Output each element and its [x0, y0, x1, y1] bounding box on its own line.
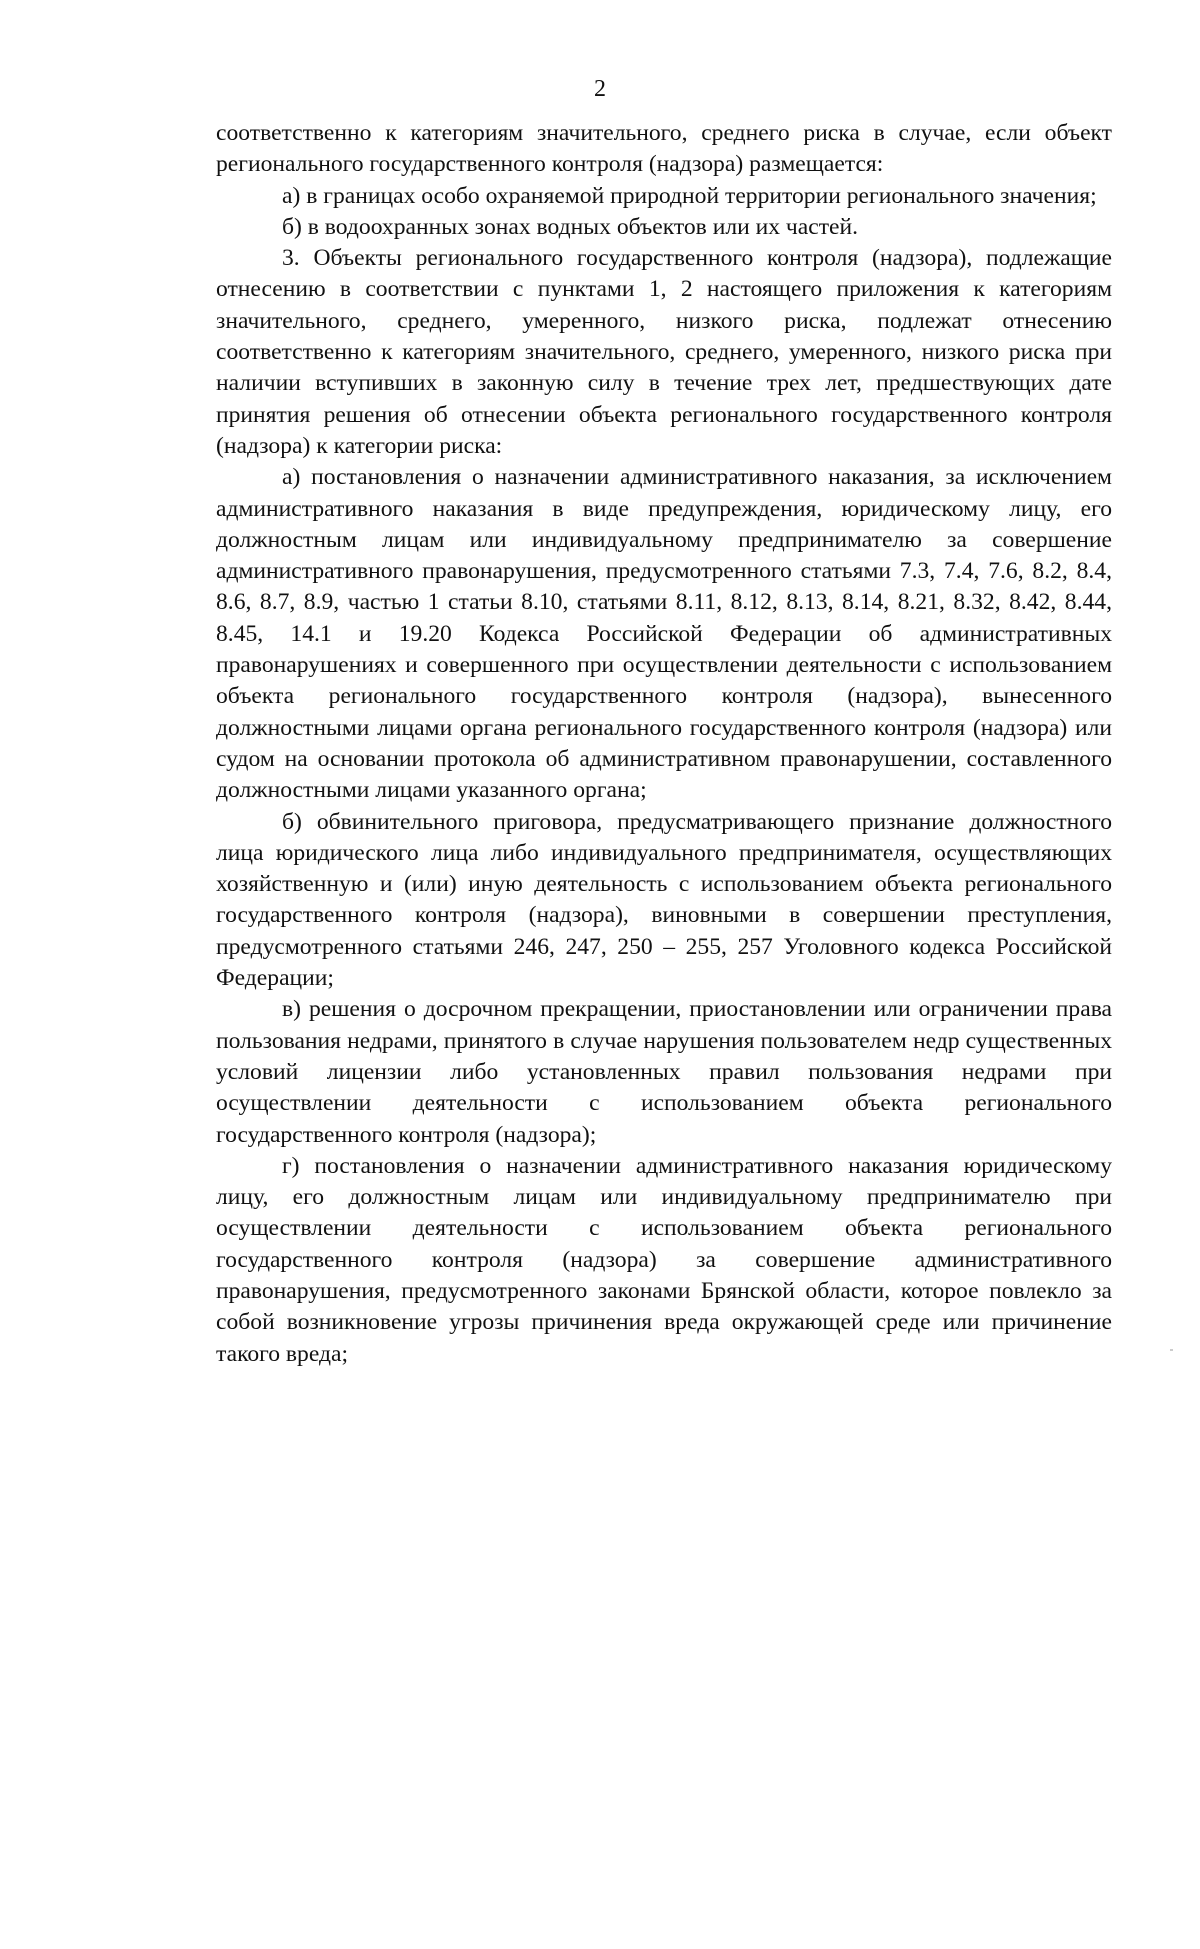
paragraph-item-b-verdict: б) обвинительного приговора, предусматривающего признание должностного лица юридического лица либо индивидуального предпринимателя, осуществляющих хозяйственную и (или) иную деятельность с использованием объекта регионального государственного контроля (надзора), виновными в совершении преступления, предусмотренного статьями 246, 247, 250 – 255, 257 Уголовного кодекса Российской Федерации;: [216, 808, 1112, 992]
paragraph-item-v-subsoil: в) решения о досрочном прекращении, приостановлении или ограничении права пользования недрами, принятого в случае нарушения пользователем недр существенных условий лицензии либо установленных правил пользования недрами при осуществлении деятельности с использованием объекта регионального государственного контроля (надзора);: [216, 996, 1112, 1148]
paragraph-item-g-regional-law: г) постановления о назначении административного наказания юридическому лицу, его должностным лицам или индивидуальному предпринимателю при осуществлении деятельности с использованием объекта регионального государственного контроля (надзора) за совершение административного правонарушения, предусмотренного законами Брянской области, которое повлекло за собой возникновение угрозы причинения вреда окружающей среде или причинение такого вреда;: [216, 1152, 1112, 1367]
paragraph-item-a-protected-territory: а) в границах особо охраняемой природной территории регионального значения;: [282, 182, 1097, 209]
paragraph-item-b-water-protection: б) в водоохранных зонах водных объектов или их частей.: [282, 213, 859, 240]
paragraph-continuation: соответственно к категориям значительного, среднего риска в случае, если объект регионального государственного контроля (надзора) размещается:: [216, 120, 1112, 178]
scan-artifact: [1170, 1349, 1173, 1351]
document-body: [216, 118, 1112, 1370]
page-number: 2: [594, 76, 606, 102]
paragraph-clause-3: 3. Объекты регионального государственного контроля (надзора), подлежащие отнесению в соответствии с пунктами 1, 2 настоящего приложения к категориям значительного, среднего, умеренного, низкого риска, подлежат отнесению соответственно к категориям значительного, среднего, умеренного, низкого риска при наличии вступивших в законную силу в течение трех лет, предшествующих дате принятия решения об отнесении объекта регионального государственного контроля (надзора) к категории риска:: [216, 245, 1112, 459]
paragraph-item-a-resolution: а) постановления о назначении административного наказания, за исключением административного наказания в виде предупреждения, юридическому лицу, его должностным лицам или индивидуальному предпринимателю за совершение административного правонарушения, предусмотренного статьями 7.3, 7.4, 7.6, 8.2, 8.4, 8.6, 8.7, 8.9, частью 1 статьи 8.10, статьями 8.11, 8.12, 8.13, 8.14, 8.21, 8.32, 8.42, 8.44, 8.45, 14.1 и 19.20 Кодекса Российской Федерации об административных правонарушениях и совершенного при осуществлении деятельности с использованием объекта регионального государственного контроля (надзора), вынесенного должностными лицами органа регионального государственного контроля (надзора) или судом на основании протокола об административном правонарушении, составленного должностными лицами указанного органа;: [216, 464, 1112, 804]
